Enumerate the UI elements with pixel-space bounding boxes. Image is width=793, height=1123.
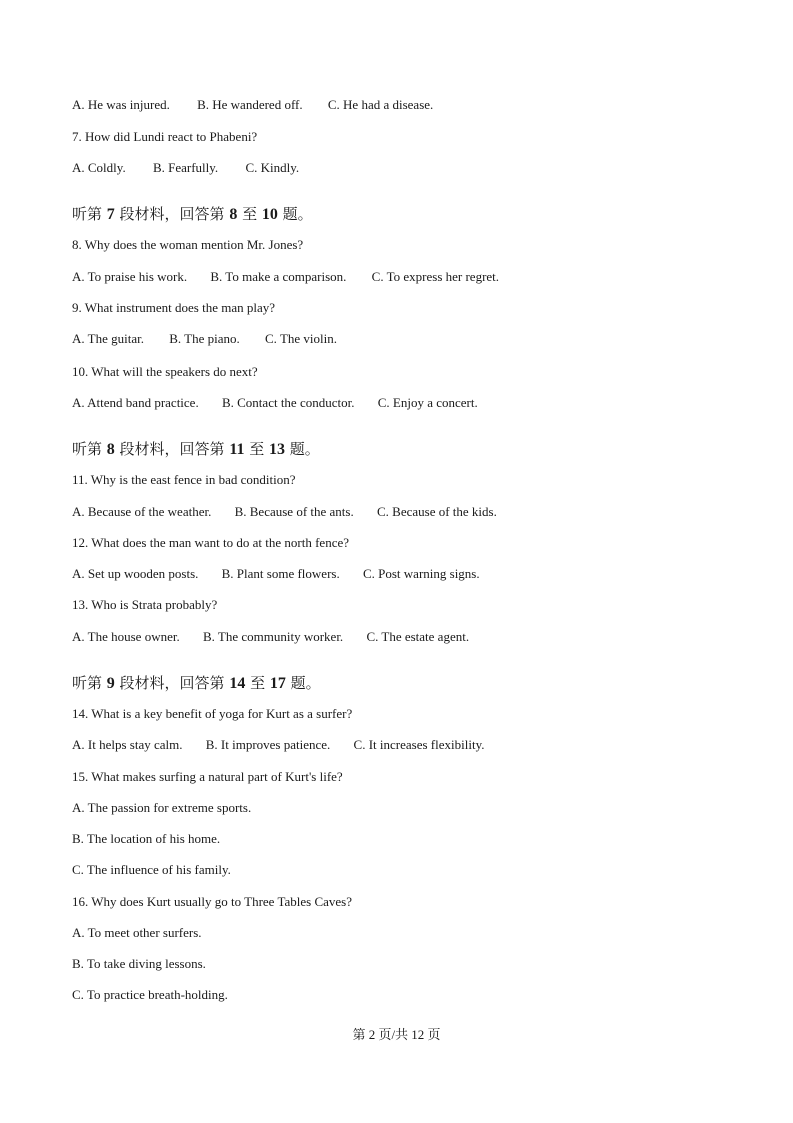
- option-b: B. He wandered off.: [197, 97, 303, 112]
- q8-options: [72, 269, 499, 285]
- option-a: A. Set up wooden posts.: [72, 566, 199, 581]
- section-heading-9: 听第 9 段材料，回答第 14 至 17 题。: [72, 674, 321, 692]
- q7-options: [72, 160, 299, 176]
- option-a: A. To praise his work.: [72, 269, 188, 284]
- q15-option-a: A. The passion for extreme sports.: [72, 800, 252, 815]
- option-c: C. To express her regret.: [371, 269, 500, 284]
- option-a: A. It helps stay calm.: [72, 737, 183, 752]
- option-a: A. The guitar.: [72, 331, 144, 346]
- option-b: B. It improves patience.: [205, 737, 331, 752]
- option-a: A. The house owner.: [72, 629, 180, 644]
- question-16: 16. Why does Kurt usually go to Three Tables Caves?: [72, 894, 352, 909]
- option-b: B. Contact the conductor.: [221, 395, 355, 410]
- q14-options: [72, 737, 484, 753]
- question-15: 15. What makes surfing a natural part of Kurt's life?: [72, 769, 343, 784]
- option-c: C. Because of the kids.: [376, 504, 497, 519]
- option-c: C. Enjoy a concert.: [377, 395, 478, 410]
- page-number: 第 2 页/共 12 页: [352, 1027, 441, 1042]
- option-b: B. Fearfully.: [152, 160, 219, 175]
- q6-options: [72, 97, 433, 113]
- question-13: 13. Who is Strata probably?: [72, 597, 218, 612]
- question-8: 8. Why does the woman mention Mr. Jones?: [72, 237, 304, 252]
- question-11: 11. Why is the east fence in bad condition?: [72, 472, 296, 487]
- q15-option-c: C. The influence of his family.: [72, 862, 231, 877]
- q15-option-b: B. The location of his home.: [72, 831, 221, 846]
- option-a: A. Coldly.: [72, 160, 126, 175]
- q12-options: [72, 566, 480, 582]
- q16-option-a: A. To meet other surfers.: [72, 925, 202, 940]
- q13-options: [72, 629, 469, 645]
- q16-option-b: B. To take diving lessons.: [72, 956, 206, 971]
- option-b: B. Because of the ants.: [234, 504, 354, 519]
- q9-options: [72, 331, 337, 347]
- question-12: 12. What does the man want to do at the north fence?: [72, 535, 350, 550]
- option-a: A. Because of the weather.: [72, 504, 212, 519]
- option-b: B. Plant some flowers.: [221, 566, 340, 581]
- option-b: B. The piano.: [169, 331, 240, 346]
- question-7: 7. How did Lundi react to Phabeni?: [72, 129, 258, 144]
- question-10: 10. What will the speakers do next?: [72, 364, 258, 379]
- option-c: C. It increases flexibility.: [353, 737, 485, 752]
- option-a: A. He was injured.: [72, 97, 170, 112]
- option-c: C. Kindly.: [245, 160, 300, 175]
- q10-options: [72, 395, 478, 411]
- option-c: C. Post warning signs.: [362, 566, 480, 581]
- option-b: B. To make a comparison.: [210, 269, 347, 284]
- option-c: C. The violin.: [265, 331, 337, 346]
- option-b: B. The community worker.: [202, 629, 344, 644]
- option-a: A. Attend band practice.: [72, 395, 199, 410]
- q11-options: [72, 504, 497, 520]
- section-heading-7: 听第 7 段材料，回答第 8 至 10 题。: [72, 205, 313, 223]
- option-c: C. The estate agent.: [366, 629, 470, 644]
- question-9: 9. What instrument does the man play?: [72, 300, 276, 315]
- option-c: C. He had a disease.: [327, 97, 434, 112]
- question-14: 14. What is a key benefit of yoga for Kurt as a surfer?: [72, 706, 353, 721]
- q16-option-c: C. To practice breath-holding.: [72, 987, 228, 1002]
- section-heading-8: 听第 8 段材料，回答第 11 至 13 题。: [72, 440, 320, 458]
